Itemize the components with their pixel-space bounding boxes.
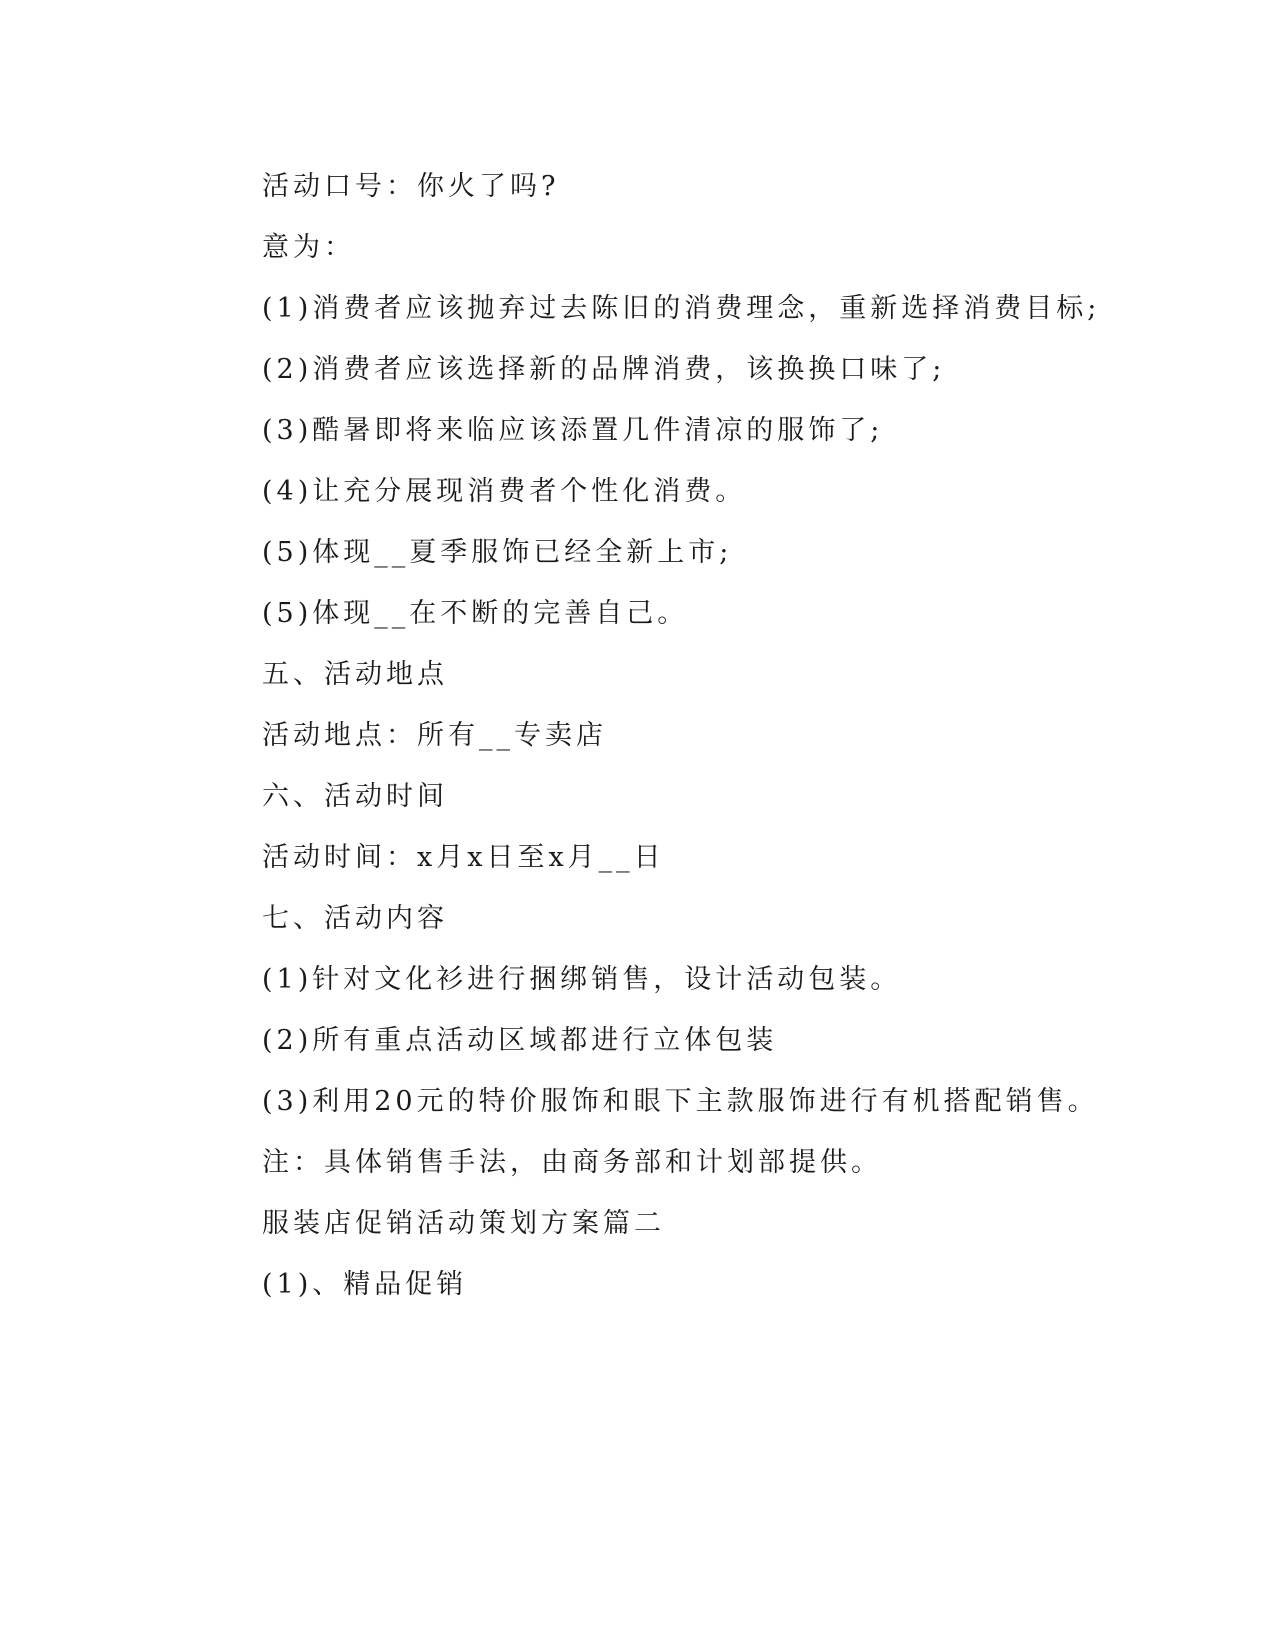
meaning-item-5b: (5)体现__在不断的完善自己。	[262, 598, 689, 629]
meaning-heading: 意为：	[262, 232, 355, 263]
content-item-1: (1)针对文化衫进行捆绑销售，设计活动包装。	[262, 964, 902, 995]
part-two-item-1: (1)、精品促销	[262, 1269, 468, 1300]
meaning-item-5a: (5)体现__夏季服饰已经全新上市;	[262, 537, 733, 568]
meaning-item-3: (3)酷暑即将来临应该添置几件清凉的服饰了;	[262, 415, 884, 446]
document-body	[262, 167, 1101, 1326]
section-heading-time: 六、活动时间	[262, 781, 448, 812]
meaning-item-2: (2)消费者应该选择新的品牌消费，该换换口味了;	[262, 354, 946, 385]
part-two-title: 服装店促销活动策划方案篇二	[262, 1208, 665, 1239]
slogan-line: 活动口号：你火了吗?	[262, 171, 560, 202]
time-text: 活动时间：x月x日至x月__日	[262, 842, 665, 873]
meaning-item-4: (4)让充分展现消费者个性化消费。	[262, 476, 747, 507]
meaning-item-1: (1)消费者应该抛弃过去陈旧的消费理念，重新选择消费目标;	[262, 293, 1101, 324]
location-text: 活动地点：所有__专卖店	[262, 720, 607, 751]
content-item-3: (3)利用20元的特价服饰和眼下主款服饰进行有机搭配销售。	[262, 1086, 1099, 1117]
section-heading-location: 五、活动地点	[262, 659, 448, 690]
section-heading-content: 七、活动内容	[262, 903, 448, 934]
content-item-2: (2)所有重点活动区域都进行立体包装	[262, 1025, 778, 1056]
note-text: 注：具体销售手法，由商务部和计划部提供。	[262, 1147, 882, 1178]
